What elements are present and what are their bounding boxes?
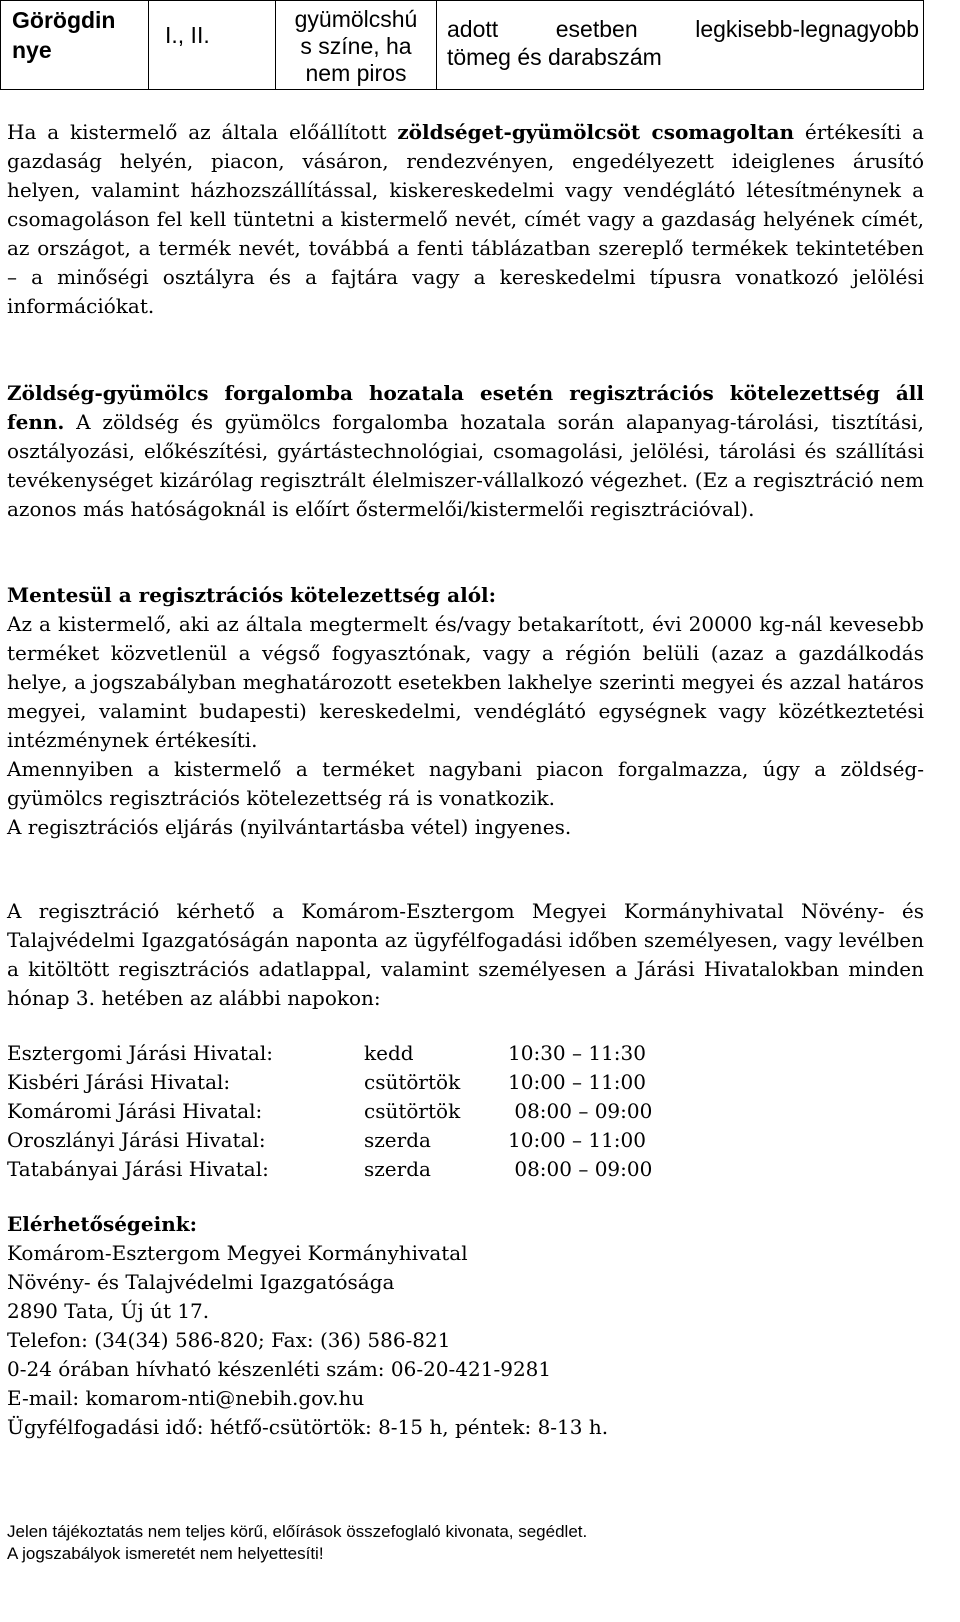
product-name-line2: nye xyxy=(12,37,52,63)
color-line2: s színe, ha xyxy=(300,33,412,59)
exemption-paragraph: Az a kistermelő, aki az általa megtermelt és/vagy betakarított, évi 20000 kg-nál kevesebb terméket közvetlenül a végső fogyasztónak, vagy a régión belüli (azaz a gazdálkodás helye, a jogszabályban meghatározott esetekben lakhelye szerinti megyei és azzal határos megyei, valamint budapesti) kereskedelmi, vendéglátó egységnek vagy közétkeztetési intézménynek értékesíti. xyxy=(7,612,924,752)
office-name: Esztergomi Járási Hivatal: xyxy=(7,1041,273,1065)
contact-email: E-mail: komarom-nti@nebih.gov.hu xyxy=(7,1386,365,1410)
office-name: Oroszlányi Járási Hivatal: xyxy=(7,1128,266,1152)
free-procedure-paragraph: A regisztrációs eljárás (nyilvántartásba vétel) ingyenes. xyxy=(7,815,572,839)
disclaimer-footer xyxy=(7,1521,587,1565)
packaging-text-post: értékesíti a gazdaság helyén, piacon, vásáron, rendezvényen, engedélyezett ideiglenes árusító helyen, valamint házhozszállítással, kiskereskedelmi vagy vendéglátó létesítménynek a csomagoláson fel kell tüntetni a kistermelő nevét, címét vagy a gazdaság helyének címét, az országot, a termék nevét, továbbá a fenti táblázatban szereplő termékek tekintetében – a minőségi osztályra és a fajtára vagy a kereskedelmi típusra vonatkozó jelölési információkat. xyxy=(7,120,924,318)
office-time: 10:30 – 11:30 xyxy=(508,1041,646,1065)
office-day: szerda xyxy=(364,1157,431,1181)
product-table xyxy=(0,0,924,90)
office-day: szerda xyxy=(364,1128,431,1152)
office-day: csütörtök xyxy=(364,1070,461,1094)
registration-obligation-paragraph xyxy=(7,379,924,524)
contact-heading: Elérhetőségeink: xyxy=(7,1212,198,1236)
table-cell-class: I., II. xyxy=(149,1,276,90)
exemption-section xyxy=(7,581,924,842)
contact-org: Komárom-Esztergom Megyei Kormányhivatal xyxy=(7,1241,468,1265)
table-cell-product xyxy=(1,1,149,90)
office-time: 10:00 – 11:00 xyxy=(508,1070,646,1094)
registration-obligation-bold: Zöldség-gyümölcs forgalomba hozatala esetén regisztrációs kötelezettség áll fenn. xyxy=(7,381,924,434)
packaging-text-pre: Ha a kistermelő az általa előállított xyxy=(7,120,398,144)
packaging-text-bold: zöldséget-gyümölcsöt csomagoltan xyxy=(397,120,795,144)
contact-hours: Ügyfélfogadási idő: hétfő-csütörtök: 8-15 h, péntek: 8-13 h. xyxy=(7,1415,609,1439)
exemption-heading: Mentesül a regisztrációs kötelezettség alól: xyxy=(7,583,497,607)
product-name-line1: Görögdin xyxy=(12,7,116,33)
wholesale-paragraph: Amennyiben a kistermelő a terméket nagybani piacon forgalmazza, úgy a zöldség-gyümölcs regisztrációs kötelezettség rá is vonatkozik. xyxy=(7,757,924,810)
disclaimer-line1: Jelen tájékoztatás nem teljes körű, előírások összefoglaló kivonata, segédlet. xyxy=(7,1522,588,1541)
registration-location-paragraph: A regisztráció kérhető a Komárom-Esztergom Megyei Kormányhivatal Növény- és Talajvédelmi Igazgatóságán naponta az ügyfélfogadási időben személyesen, vagy levélben a kitöltött regisztrációs adatlappal, valamint személyesen a Járási Hivatalokban minden hónap 3. hetében az alábbi napokon: xyxy=(7,899,924,1010)
contact-directorate: Növény- és Talajvédelmi Igazgatósága xyxy=(7,1270,395,1294)
registration-obligation-text: A zöldség és gyümölcs forgalomba hozatala során alapanyag-tárolási, tisztítási, osztályozási, előkészítési, gyártástechnológiai, csomagolási, jelölési, tárolási és szállítási tevékenységet kizárólag regisztrált élelmiszer-vállalkozó végezhet. (Ez a regisztráció nem azonos más hatóságoknál is előírt őstermelői/kistermelői regisztrációval). xyxy=(7,410,924,521)
contact-phone: Telefon: (34(34) 586-820; Fax: (36) 586-821 xyxy=(7,1328,451,1352)
color-line3: nem piros xyxy=(305,60,407,86)
table-cell-color xyxy=(276,1,437,90)
table-row xyxy=(1,1,924,90)
contact-address: 2890 Tata, Új út 17. xyxy=(7,1299,210,1323)
office-day: csütörtök xyxy=(364,1099,461,1123)
office-name: Tatabányai Járási Hivatal: xyxy=(7,1157,269,1181)
packaging-paragraph xyxy=(7,118,924,321)
size-line2: tömeg és darabszám xyxy=(447,44,662,70)
color-line1: gyümölcshú xyxy=(294,6,418,32)
office-name: Kisbéri Járási Hivatal: xyxy=(7,1070,231,1094)
office-time: 08:00 – 09:00 xyxy=(508,1157,653,1181)
contact-emergency: 0-24 órában hívható készenléti szám: 06-20-421-9281 xyxy=(7,1357,552,1381)
table-cell-size xyxy=(437,1,924,90)
office-day: kedd xyxy=(364,1041,414,1065)
office-name: Komáromi Járási Hivatal: xyxy=(7,1099,263,1123)
office-time: 08:00 – 09:00 xyxy=(508,1099,653,1123)
disclaimer-line2: A jogszabályok ismeretét nem helyettesíti! xyxy=(7,1544,324,1563)
office-time: 10:00 – 11:00 xyxy=(508,1128,646,1152)
size-line1: adott esetben legkisebb-legnagyobb xyxy=(447,16,919,42)
contact-section xyxy=(7,1210,608,1442)
